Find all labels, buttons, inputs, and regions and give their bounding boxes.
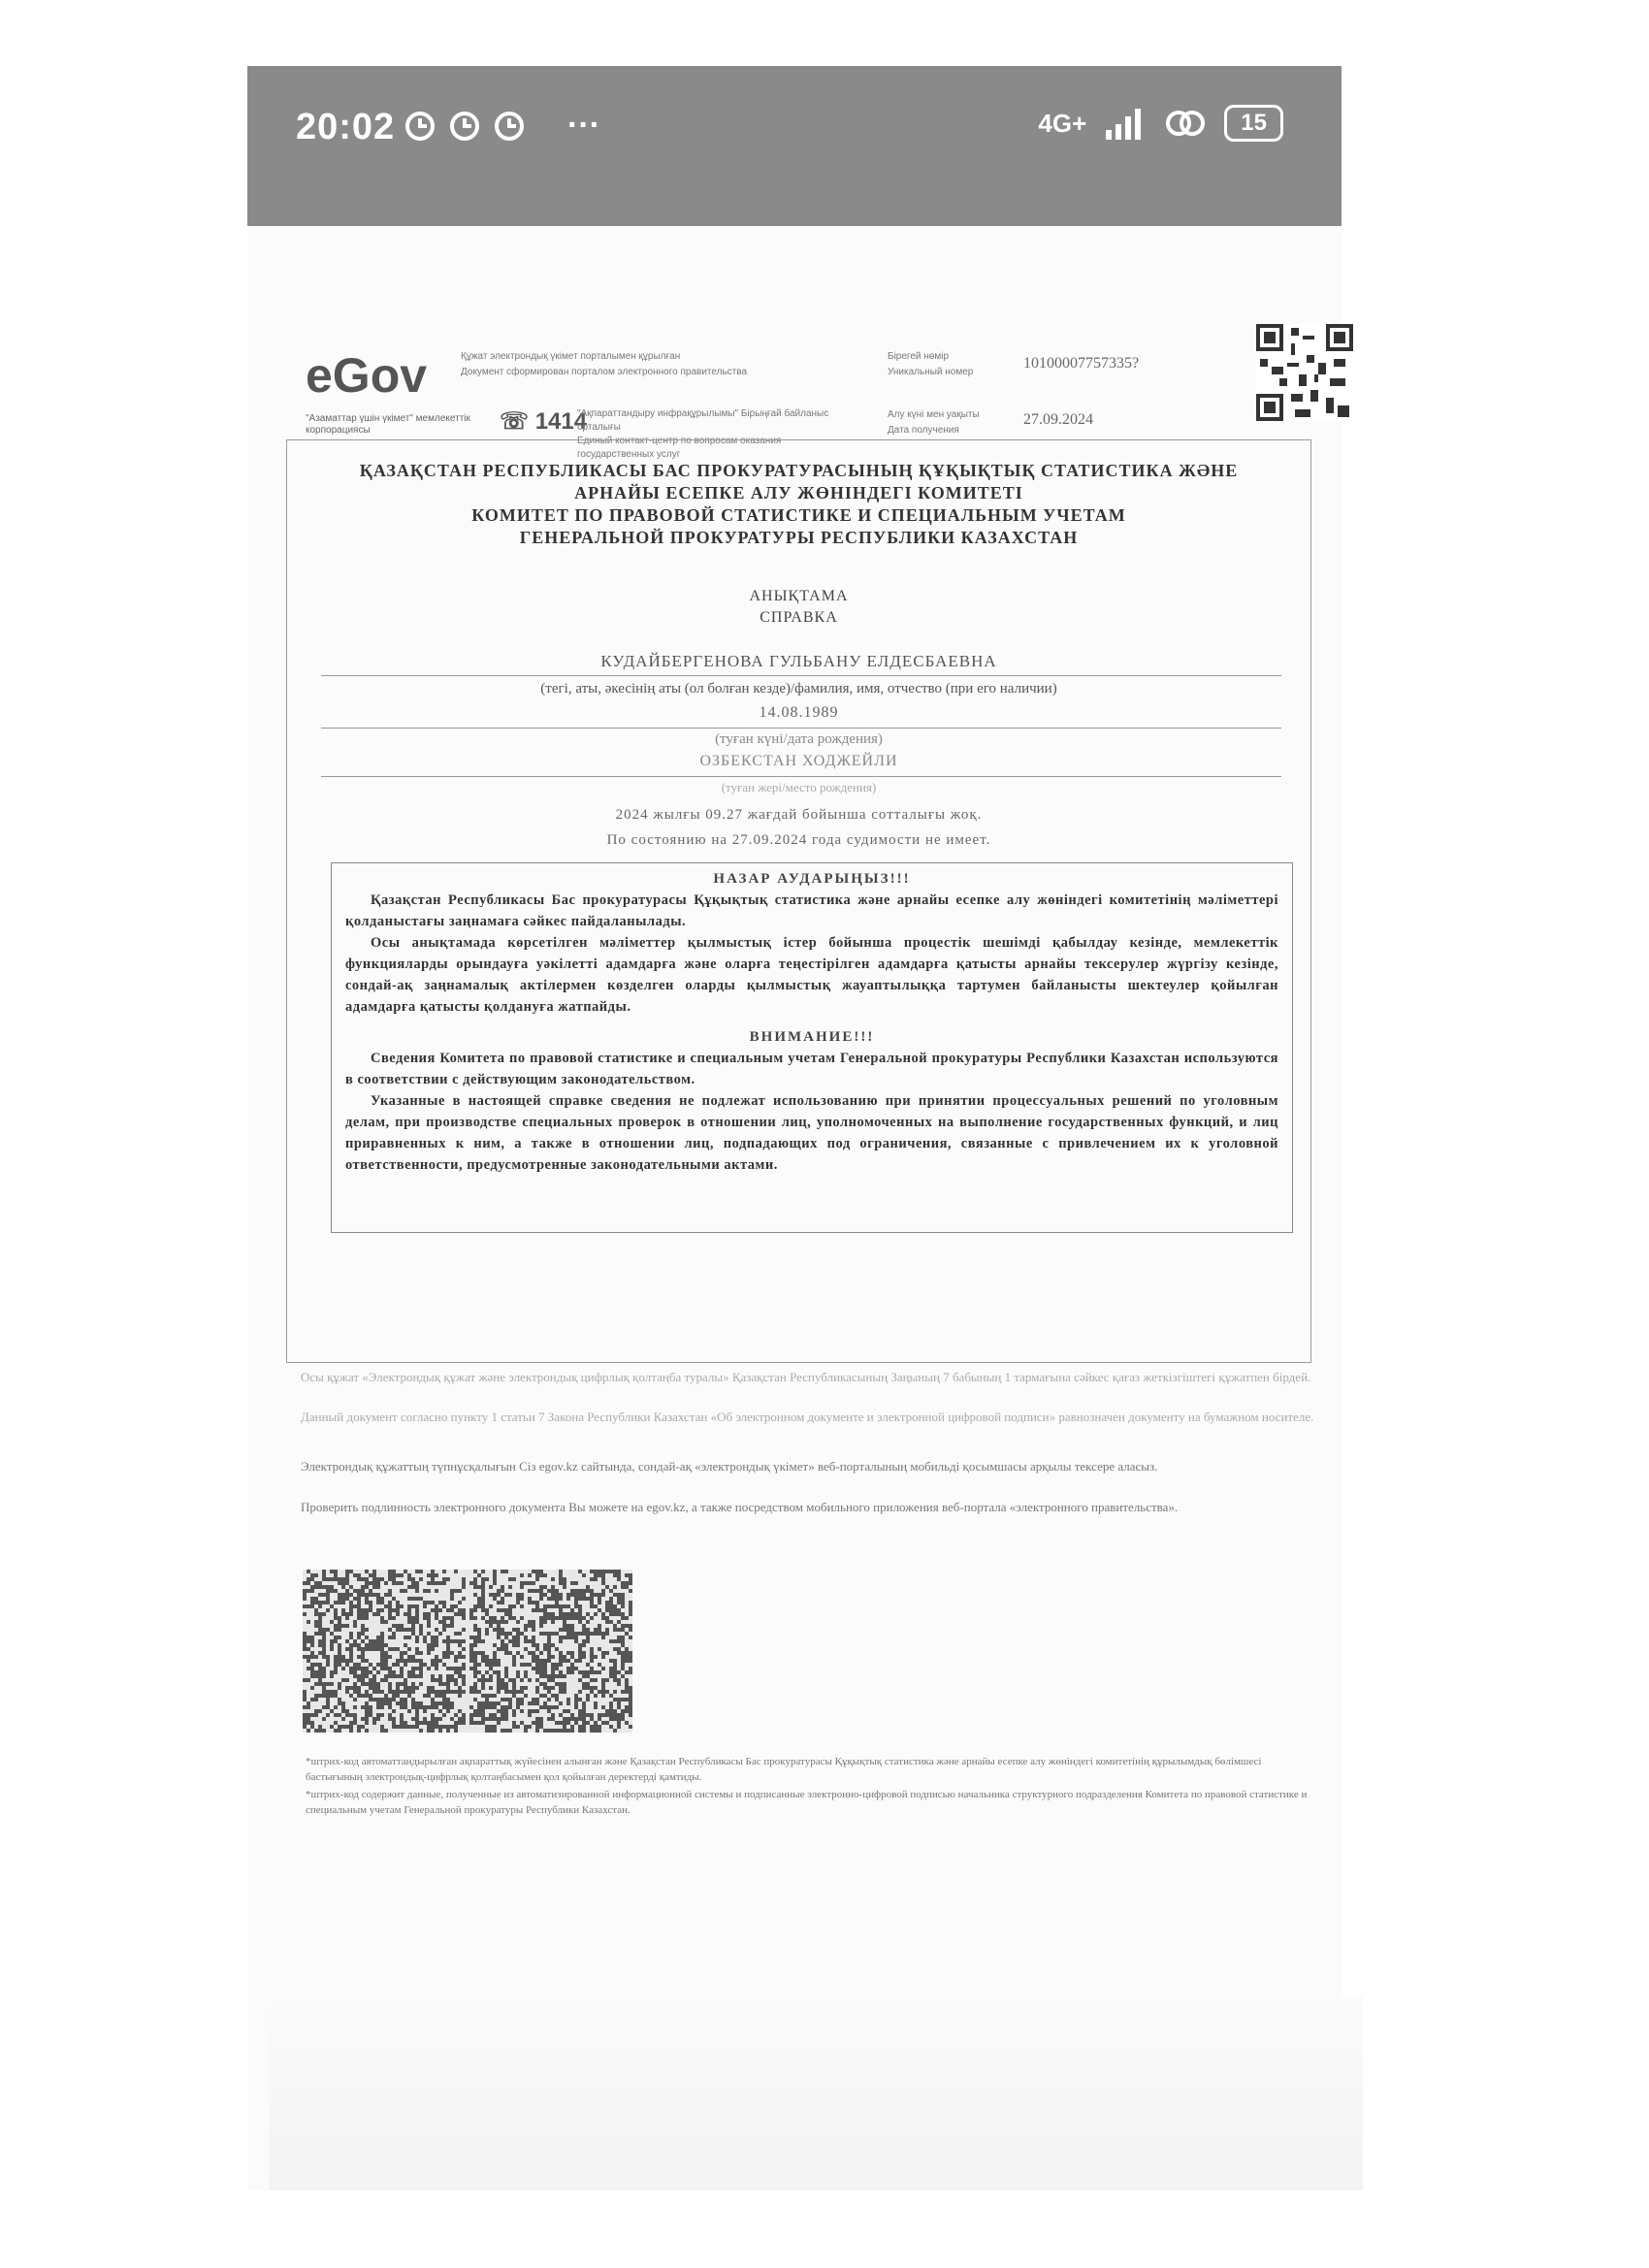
clock-icon [403,109,529,144]
unique-number-kz: Бірегей нөмір [888,351,950,362]
birth-date: 14.08.1989 [759,704,839,721]
status-ru: По состоянию на 27.09.2024 года судимости не имеет. [606,832,991,848]
contact-code [500,407,587,436]
notice-kz-p1: Қазақстан Республикасы Бас прокуратурасы Құқықтық статистика және арнайы есепке алу жөніндегі комитетінің мәліметтері қолданыстағы заңнамаға сәйкес пайдаланылады. [345,892,1278,929]
link-icon [1164,107,1207,140]
verify-note-kz: Электрондық құжаттың түпнұсқалығын Сіз egov.kz сайтында, сондай-ақ «электрондық үкімет» веб-порталының мобильді қосымшасы арқылы тексере аласыз. [301,1459,1158,1474]
notice-ru-p2: Указанные в настоящей справке сведения не подлежат использованию при принятии процессуальных решений по уголовным делам, при производстве специальных проверок в отношении лиц, уполномоченных на выполнение государственных функций, и лиц приравненных к ним, а также в отношении лиц, подпадающих под ограничения, связанные с привлечением их к уголовной ответственности, предусмотренные законодательными актами. [345,1093,1278,1173]
signal-icon [1104,107,1147,140]
barcode-note-ru: *штрих-код содержит данные, полученные из автоматизированной информационной системы и подписанные электронно-цифровой подписью начальника структурного подразделения Комитета по правовой статистике и специальным учетам Генеральной прокуратуры Республики Казахстан. [306,1789,1308,1816]
header-portal-kz: Құжат электрондық үкімет порталымен құрылған [461,351,681,362]
divider [321,728,1281,729]
certificate-title-ru: СПРАВКА [760,609,838,626]
law-note-ru: Данный документ согласно пункту 1 статьи 7 Закона Республики Казахстан «Об электронном документе и электронной цифровой подписи» равнозначен документу на бумажном носителе. [301,1409,1314,1424]
notice-box [331,862,1293,1233]
unique-number-ru: Уникальный номер [888,367,974,377]
battery-icon: 15 [1224,105,1283,142]
document-number: 10100007757335? [1023,355,1140,372]
name-caption: (тегі, аты, әкесінің аты (ол болған кезде)/фамилия, имя, отчество (при его наличии) [540,681,1057,697]
header-portal-ru: Документ сформирован порталом электронного правительства [461,367,748,377]
status-time: 20:02 [296,107,396,147]
header-contact-ru: Единый контакт-центр по вопросам оказания государственных услуг [577,436,782,460]
status-bar [247,66,1342,226]
person-name: КУДАЙБЕРГЕНОВА ГУЛЬБАНУ ЕЛДЕСБАЕВНА [600,652,997,670]
verify-note-ru: Проверить подлинность электронного документа Вы можете на egov.kz, а также посредством мобильного приложения веб-портала «электронного правительства». [301,1500,1179,1514]
notice-kz-title: НАЗАР АУДАРЫҢЫЗ!!! [713,871,911,887]
certificate-title-kz: АНЫҚТАМА [749,588,849,604]
barcode-note-kz: *штрих-код автоматтандырылған ақпараттық жүйесінен алынған және Қазақстан Республикасы Бас прокуратурасы Құқықтық статистика және арнайы есепке алу жөніндегі комитетінің құрылымдық бөлімшесі бастығының электрондық-цифрлық қолтаңбасымен қол қойылған деректерді қамтиды. [306,1756,1262,1783]
bottom-shade [269,1996,1363,2190]
notice-kz-p2: Осы анықтамада көрсетілген мәліметтер қылмыстық істер бойынша процестік шешімді қабылдау кезінде, мемлекеттік функцияларды орындауға уәкілетті адамдарға және оларға теңестірілген адамдарға қатысты арнайы тексерулер жүргізу кезінде, сондай-ақ заңнамалық актілермен көзделген оларды қылмыстық жауаптылыққа тартумен байланысты шектеулер қойылған адамдарға қатысты қолдануға жатпайды. [345,935,1278,1015]
notice-ru-p1: Сведения Комитета по правовой статистике и специальным учетам Генеральной прокуратуры Республики Казахстан используются в соответствии с действующим законодательством. [345,1051,1278,1087]
egov-logo: eGov [306,348,428,403]
certificate-title [287,586,1310,629]
organization-title [287,460,1310,549]
notice-ru-title: ВНИМАНИЕ!!! [749,1029,875,1045]
org-kz-line1: ҚАЗАҚСТАН РЕСПУБЛИКАСЫ БАС ПРОКУРАТУРАСЫНЫҢ ҚҰҚЫҚТЫҚ СТАТИСТИКА ЖӘНЕ [359,461,1239,480]
header-portal-text [461,349,829,380]
notification-clock-icons [403,109,529,152]
org-ru-line2: ГЕНЕРАЛЬНОЙ ПРОКУРАТУРЫ РЕСПУБЛИКИ КАЗАХСТАН [519,528,1079,547]
barcode-image [303,1570,632,1733]
network-label: 4G+ [1038,108,1087,138]
contact-code-number: 1414 [534,408,588,435]
date-label-kz: Алу күні мен уақыты [888,409,980,420]
org-kz-line2: АРНАЙЫ ЕСЕПКЕ АЛУ ЖӨНІНДЕГІ КОМИТЕТІ [574,483,1023,502]
birth-place: ОЗБЕКСТАН ХОДЖЕЙЛИ [699,753,898,769]
logo-caption: "Азаматтар үшін үкімет" мемлекеттік корпорациясы [306,413,470,436]
date-label [888,407,1014,438]
qr-code-icon [1256,322,1353,423]
status-right [1038,105,1283,142]
phone-icon: ☏ [500,408,530,435]
divider [321,675,1281,676]
birth-place-caption: (туған жері/место рождения) [721,780,877,794]
certificate-body [286,439,1311,1363]
phone-screenshot [247,66,1342,2190]
unique-number-label [888,349,1014,380]
header-contact-kz: "Ақпараттандыру инфрақұрылымы" Бірыңғай байланыс орталығы [577,408,829,433]
status-kz: 2024 жылғы 09.27 жағдай бойынша сотталығы жоқ. [615,807,983,823]
date-label-ru: Дата получения [888,425,959,436]
document-date: 27.09.2024 [1023,411,1093,428]
birth-date-caption: (туған күні/дата рождения) [715,731,883,747]
divider [321,776,1281,777]
more-icon: ··· [567,107,600,144]
org-ru-line1: КОМИТЕТ ПО ПРАВОВОЙ СТАТИСТИКЕ И СПЕЦИАЛЬНЫМ УЧЕТАМ [471,505,1126,525]
law-note-kz: Осы құжат «Электрондық құжат және электрондық цифрлық қолтаңба туралы» Қазақстан Республикасының Заңының 7 бабының 1 тармағына сәйкес қағаз жеткізгіштегі құжатпен бірдей. [301,1370,1311,1384]
